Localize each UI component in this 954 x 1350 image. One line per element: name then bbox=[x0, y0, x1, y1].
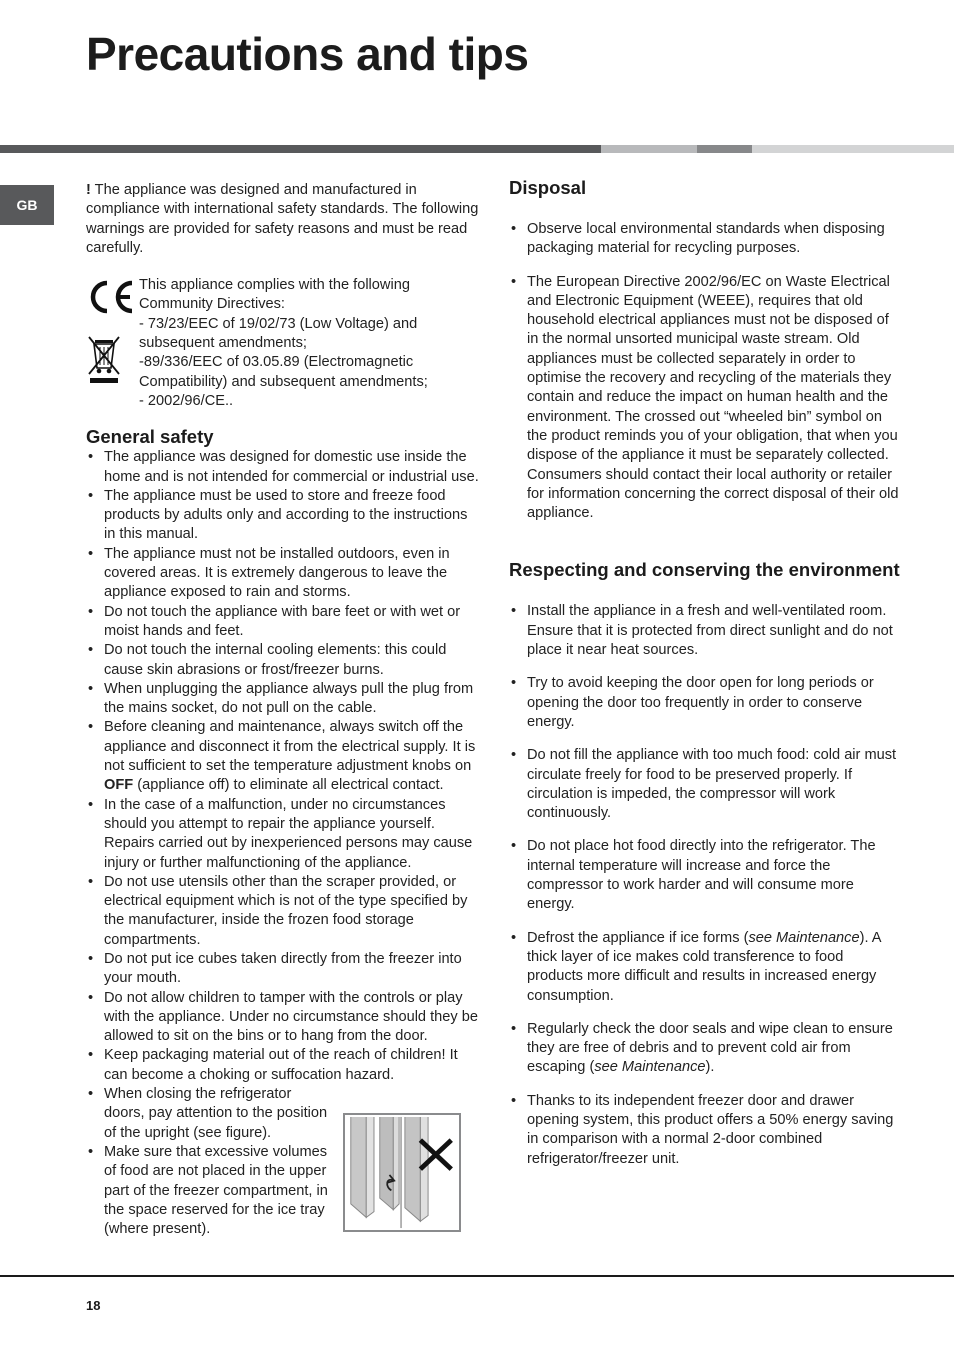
list-item: • Make sure that excessive volumes of food are not placed in the upper part of the freezer compartment, in the space reserved for the ice tray (where present). bbox=[86, 1143, 480, 1239]
crossed-out-wheeled-bin-icon bbox=[86, 334, 122, 384]
general-safety-heading: General safety bbox=[86, 426, 214, 448]
cross-reference: see Maintenance bbox=[594, 1059, 706, 1076]
environment-heading: Respecting and conserving the environment bbox=[509, 559, 900, 581]
list-item-text: (appliance off) to eliminate all electrical contact. bbox=[133, 777, 444, 794]
ce-mark-icon bbox=[86, 280, 136, 314]
list-item: • Try to avoid keeping the door open for long periods or opening the door too frequently in order to conserve energy. bbox=[509, 674, 901, 732]
list-item: • The appliance must not be installed outdoors, even in covered areas. It is extremely dangerous to leave the appliance exposed to rain and storms. bbox=[86, 545, 480, 603]
list-item: • Do not use utensils other than the scraper provided, or electrical equipment which is not of the type specified by the manufacturer, inside the frozen food storage compartments. bbox=[86, 873, 480, 950]
list-item: • In the case of a malfunction, under no circumstances should you attempt to repair the appliance yourself. Repairs carried out by inexperienced persons may cause injury or further malfunctioning of the appliance. bbox=[86, 796, 480, 873]
cross-reference: see Maintenance bbox=[748, 929, 860, 946]
directive-line: This appliance complies with the following Community Directives: bbox=[139, 277, 410, 313]
list-item-text: Defrost the appliance if ice forms ( bbox=[527, 929, 749, 946]
list-item: • Do not touch the internal cooling elements: this could cause skin abrasions or frost/freezer burns. bbox=[86, 641, 480, 680]
list-item: • Do not touch the appliance with bare feet or with wet or moist hands and feet. bbox=[86, 603, 480, 642]
header-bar-mid bbox=[697, 145, 752, 153]
list-item-text: ). A thick layer of ice makes cold transference to food products more difficult and results in increased energy consumption. bbox=[527, 929, 881, 1004]
list-item: • Thanks to its independent freezer door and drawer opening system, this product offers a 50% energy saving in comparison with a normal 2-door combined refrigerator/freezer unit. bbox=[509, 1092, 901, 1169]
directive-line: - 2002/96/CE.. bbox=[139, 392, 234, 409]
footer-rule bbox=[0, 1275, 954, 1277]
list-item: • Do not place hot food directly into the refrigerator. The internal temperature will increase and force the compressor to work harder and will consume more energy. bbox=[509, 837, 901, 914]
list-item-text: Regularly check the door seals and wipe clean to ensure they are free of debris and to prevent cold air from escaping ( bbox=[527, 1020, 893, 1076]
list-item: • When closing the refrigerator doors, pay attention to the position of the upright (see figure). bbox=[86, 1085, 480, 1143]
door-upright-figure bbox=[343, 1113, 461, 1232]
list-item bbox=[509, 929, 901, 1006]
list-item: • Do not put ice cubes taken directly from the freezer into your mouth. bbox=[86, 950, 480, 989]
intro-paragraph bbox=[86, 181, 480, 258]
directives-block bbox=[86, 276, 480, 411]
list-item bbox=[86, 718, 480, 795]
right-column bbox=[509, 178, 901, 1183]
disposal-list bbox=[509, 220, 901, 523]
left-column bbox=[86, 181, 480, 1239]
directive-line: -89/336/EEC of 03.05.89 (Electromagnetic Compatibility) and subsequent amendments; bbox=[139, 354, 428, 390]
environment-list bbox=[509, 602, 901, 1168]
list-item: • Keep packaging material out of the reach of children! It can become a choking or suffocation hazard. bbox=[86, 1046, 480, 1085]
list-item bbox=[509, 1020, 901, 1078]
list-item: • The European Directive 2002/96/EC on Waste Electrical and Electronic Equipment (WEEE), requires that old household electrical appliances must not be disposed of in the normal unsorted municipal waste stream. Old appliances must be collected separately in order to optimise the recovery and recycling of the materials they contain and reduce the impact on human health and the environment. The crossed out “wheeled bin” symbol on the product reminds you of your obligation, that when you dispose of the appliance it must be separately collected. Consumers should contact their local authority or retailer for information concerning the correct disposal of their old appliance. bbox=[509, 273, 901, 524]
list-item-text: ). bbox=[705, 1059, 715, 1076]
list-item: • Observe local environmental standards when disposing packaging material for recycling purposes. bbox=[509, 220, 901, 259]
header-bar-dark bbox=[0, 145, 601, 153]
list-item: • Install the appliance in a fresh and well-ventilated room. Ensure that it is protected from direct sunlight and do not place it near heat sources. bbox=[509, 602, 901, 660]
list-item-text: Before cleaning and maintenance, always switch off the appliance and disconnect it from the electrical supply. It is not sufficient to set the temperature adjustment knobs on bbox=[104, 719, 476, 775]
disposal-heading: Disposal bbox=[509, 177, 587, 198]
language-tab: GB bbox=[0, 185, 54, 225]
off-setting-label: OFF bbox=[104, 777, 134, 794]
list-item: • The appliance must be used to store and freeze food products by adults only and according to the instructions in this manual. bbox=[86, 487, 480, 545]
list-item: • Do not allow children to tamper with the controls or play with the appliance. Under no circumstance should they be allowed to sit on the bins or to hang from the door. bbox=[86, 989, 480, 1047]
header-bar-light bbox=[601, 145, 697, 153]
directive-line: - 73/23/EEC of 19/02/73 (Low Voltage) and subsequent amendments; bbox=[139, 315, 418, 352]
list-item: • The appliance was designed for domestic use inside the home and is not intended for commercial or industrial use. bbox=[86, 448, 480, 487]
list-item: • Do not fill the appliance with too much food: cold air must circulate freely for food to be preserved properly. If circulation is impeded, the compressor will work continuously. bbox=[509, 746, 901, 823]
warning-mark: ! bbox=[86, 182, 91, 198]
intro-text: The appliance was designed and manufactured in compliance with international safety standards. The following warnings are provided for safety reasons and must be read carefully. bbox=[86, 182, 479, 256]
page-title: Precautions and tips bbox=[86, 28, 529, 80]
page-number: 18 bbox=[86, 1298, 101, 1313]
header-bar-pale bbox=[752, 145, 954, 153]
list-item: • When unplugging the appliance always pull the plug from the mains socket, do not pull on the cable. bbox=[86, 680, 480, 719]
